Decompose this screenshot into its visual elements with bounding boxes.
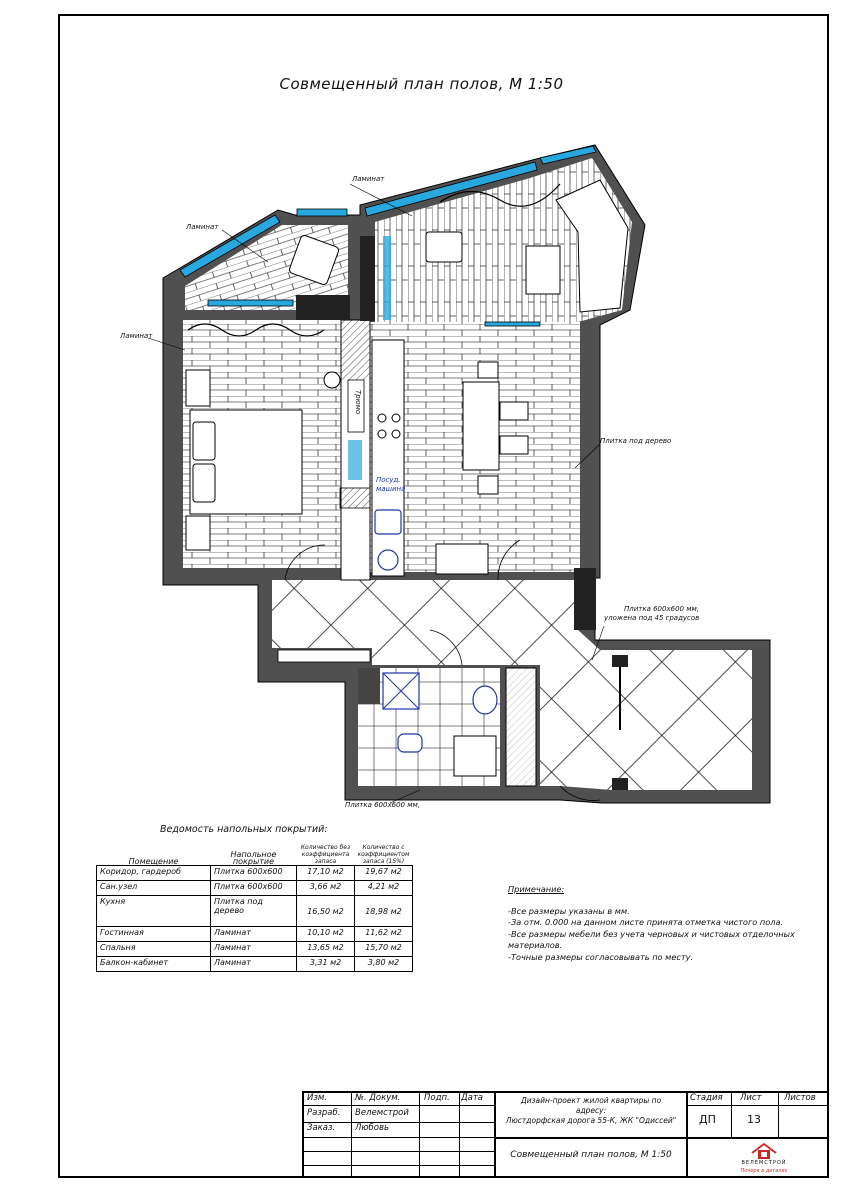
cell-covering: Плитка 600х600 (211, 881, 297, 896)
cell-covering: Ламинат (211, 927, 297, 942)
stamp-sheet-label: Лист (740, 1093, 762, 1103)
floor-coverings-table (96, 844, 413, 972)
project-line2: адресу: (575, 1106, 607, 1115)
note-item: -Точные размеры согласовывать по месту. (508, 951, 694, 962)
cell-qty-reserve: 4,21 м2 (355, 881, 413, 896)
label-tile-bath: Плитка 600х600 мм, (345, 801, 420, 809)
cell-qty: 16,50 м2 (297, 896, 355, 927)
cell-qty-reserve: 19,67 м2 (355, 866, 413, 881)
label-dishwasher-2: машина (376, 485, 406, 493)
cell-room: Балкон-кабинет (97, 957, 211, 972)
cell-qty: 10,10 м2 (297, 927, 355, 942)
note-item: -Все размеры мебели без учета черновых и чистовых отделочных материалов. (508, 928, 795, 950)
cell-qty-reserve: 15,70 м2 (355, 942, 413, 957)
logo-tagline: Почерк в деталях (740, 1168, 788, 1174)
header-covering: Напольное покрытие (230, 850, 277, 866)
page-title: Совмещенный план полов, М 1:50 (279, 75, 564, 93)
header-room: Помещение (128, 857, 179, 866)
cell-qty: 3,31 м2 (297, 957, 355, 972)
stamp-developer: Велемстрой (355, 1108, 409, 1118)
table-row (97, 927, 413, 942)
stamp-customer: Любовь (355, 1123, 390, 1133)
stamp-sheet-title: Совмещенный план полов, М 1:50 (510, 1150, 672, 1160)
stamp-date: Дата (461, 1093, 484, 1103)
cell-qty: 13,65 м2 (297, 942, 355, 957)
stamp-sheets-label: Листов (784, 1093, 816, 1103)
notes-title: Примечание: (508, 884, 565, 894)
header-qty-reserve: Количество с коэффициентом запаса (15%) (357, 844, 410, 865)
table-row (97, 942, 413, 957)
floor-table-title: Ведомость напольных покрытий: (160, 824, 328, 835)
stamp-doc: №. Докум. (355, 1093, 401, 1103)
notes-block (508, 884, 823, 963)
cell-qty-reserve: 3,80 м2 (355, 957, 413, 972)
cell-qty: 17,10 м2 (297, 866, 355, 881)
cell-qty-reserve: 11,62 м2 (355, 927, 413, 942)
note-item: -Все размеры указаны в мм. (508, 905, 630, 916)
stamp-izm: Изм. (307, 1093, 327, 1103)
logo-house-icon (724, 1141, 804, 1161)
table-row (97, 896, 413, 927)
cell-qty-reserve: 18,98 м2 (355, 896, 413, 927)
company-logo (724, 1141, 804, 1177)
title-block (302, 1091, 829, 1178)
project-line3: Люстдорфская дорога 55-К, ЖК "Одиссей" (505, 1116, 677, 1125)
stamp-stage-label: Стадия (690, 1093, 723, 1103)
cell-room: Гостинная (97, 927, 211, 942)
label-tile-45-line2: уложена под 45 градусов (604, 614, 700, 622)
table-row (97, 866, 413, 881)
stamp-zakaz: Заказ. (307, 1123, 336, 1133)
stamp-sign: Подп. (424, 1093, 450, 1103)
stamp-razrab: Разраб. (307, 1108, 341, 1118)
cell-covering: Ламинат (211, 957, 297, 972)
label-laminate-balcony: Ламинат (352, 175, 385, 183)
label-trumo: Трюмо (354, 390, 362, 415)
table-row (97, 881, 413, 896)
header-qty: Количество без коэффициента запаса (300, 844, 351, 865)
cell-qty: 3,66 м2 (297, 881, 355, 896)
project-line1: Дизайн-проект жилой квартиры по (520, 1096, 662, 1105)
label-laminate-bedroom: Ламинат (120, 332, 153, 340)
label-dishwasher-1: Посуд. (376, 476, 401, 484)
note-item: -За отм. 0.000 на данном листе принята отметка чистого пола. (508, 917, 784, 927)
table-row (97, 957, 413, 972)
cell-covering: Плитка 600х600 (211, 866, 297, 881)
cell-covering: Плитка под дерево (211, 896, 297, 927)
cell-room: Коридор, гардероб (97, 866, 211, 881)
stamp-stage-value: ДП (699, 1113, 716, 1126)
logo-text: ВЕЛЕМСТРОЙ (741, 1160, 787, 1166)
label-tile-45-line1: Плитка 600х600 мм, (624, 605, 699, 613)
label-wood-tile: Плитка под дерево (600, 437, 672, 445)
cell-room: Кухня (97, 896, 211, 927)
cell-covering: Ламинат (211, 942, 297, 957)
stamp-sheet-value: 13 (747, 1113, 761, 1126)
label-laminate-living: Ламинат (186, 223, 219, 231)
cell-room: Спальня (97, 942, 211, 957)
cell-room: Сан.узел (97, 881, 211, 896)
